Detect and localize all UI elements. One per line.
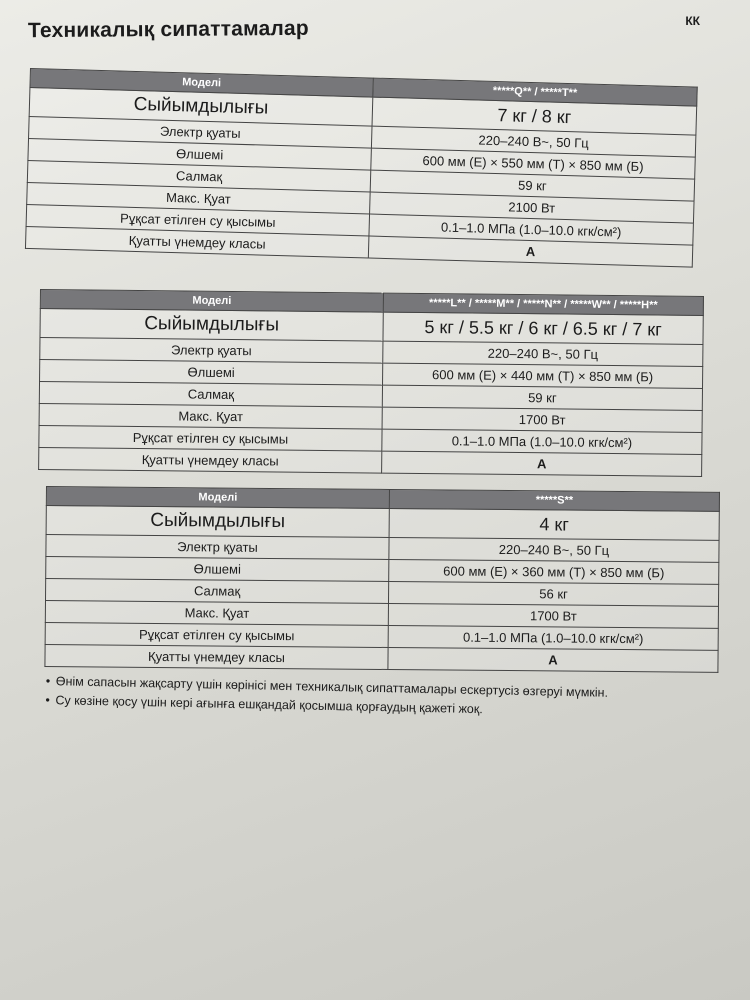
energy-class-label: Қуатты үнемдеу класы	[45, 644, 388, 669]
power-supply-label: Электр қуаты	[46, 535, 389, 560]
bullet-icon: •	[45, 692, 50, 708]
language-code: КК	[685, 14, 700, 28]
capacity-label: Сыйымдылығы	[40, 309, 383, 342]
power-supply-value: 220–240 В~, 50 Гц	[371, 126, 695, 157]
model-value: *****S**	[389, 489, 719, 511]
power-supply-label: Электр қуаты	[40, 338, 383, 364]
spec-table-3	[44, 486, 720, 673]
energy-class-value: A	[382, 451, 702, 476]
weight-value: 59 кг	[382, 385, 702, 410]
dimensions-value: 600 мм (Е) × 550 мм (Т) × 850 мм (Б)	[371, 148, 695, 179]
model-value: *****Q** / *****T**	[373, 78, 697, 106]
water-pressure-label: Рұқсат етілген су қысымы	[45, 622, 388, 647]
model-label: Моделі	[40, 290, 383, 313]
capacity-label: Сыйымдылығы	[29, 88, 373, 127]
energy-class-label: Қуатты үнемдеу класы	[39, 447, 382, 473]
energy-class-label: Қуатты үнемдеу класы	[25, 226, 368, 258]
model-label: Моделі	[30, 69, 373, 98]
footnote-text: Су көзіне қосу үшін кері ағынға ешқандай қосымша қорғаудың қажеті жоқ.	[55, 693, 483, 717]
max-power-value: 2100 Вт	[370, 192, 694, 223]
bullet-icon: •	[45, 673, 51, 689]
weight-value: 56 кг	[388, 581, 718, 606]
water-pressure-value: 0.1–1.0 МПа (1.0–10.0 кгк/см²)	[382, 429, 702, 454]
footnotes	[45, 672, 726, 724]
max-power-label: Макс. Қуат	[39, 403, 382, 429]
water-pressure-value: 0.1–1.0 МПа (1.0–10.0 кгк/см²)	[369, 214, 693, 245]
page-title: Техникалық сипаттамалар	[27, 16, 309, 43]
dimensions-value: 600 мм (Е) × 360 мм (Т) × 850 мм (Б)	[389, 559, 719, 584]
dimensions-value: 600 мм (Е) × 440 мм (Т) × 850 мм (Б)	[383, 363, 703, 388]
water-pressure-label: Рұқсат етілген су қысымы	[26, 204, 369, 236]
weight-value: 59 кг	[370, 170, 694, 201]
footnote-text: Өнім сапасын жақсарту үшін көрінісі мен техникалық сипаттамалары ескертусіз өзгеруі мүмкін.	[55, 674, 609, 700]
energy-class-value: A	[368, 236, 692, 267]
dimensions-label: Өлшемі	[28, 138, 371, 170]
model-value: *****L** / *****M** / *****N** / *****W** / *****H**	[383, 293, 703, 315]
dimensions-label: Өлшемі	[40, 360, 383, 386]
spec-table-2	[38, 289, 704, 477]
weight-label: Салмақ	[27, 160, 370, 192]
capacity-value: 5 кг / 5.5 кг / 6 кг / 6.5 кг / 7 кг	[383, 312, 703, 344]
dimensions-label: Өлшемі	[46, 557, 389, 582]
power-supply-value: 220–240 В~, 50 Гц	[389, 537, 719, 562]
model-label: Моделі	[46, 487, 389, 509]
water-pressure-value: 0.1–1.0 МПа (1.0–10.0 кгк/см²)	[388, 625, 718, 650]
max-power-label: Макс. Қуат	[27, 182, 370, 214]
max-power-label: Макс. Қуат	[45, 601, 388, 626]
capacity-label: Сыйымдылығы	[46, 506, 389, 538]
spec-page	[8, 0, 750, 1000]
spec-table-1	[25, 68, 698, 268]
max-power-value: 1700 Вт	[388, 603, 718, 628]
weight-label: Салмақ	[39, 382, 382, 408]
power-supply-value: 220–240 В~, 50 Гц	[383, 341, 703, 366]
weight-label: Салмақ	[46, 579, 389, 604]
max-power-value: 1700 Вт	[382, 407, 702, 432]
capacity-value: 7 кг / 8 кг	[372, 97, 697, 135]
water-pressure-label: Рұқсат етілген су қысымы	[39, 425, 382, 451]
power-supply-label: Электр қуаты	[29, 116, 372, 148]
capacity-value: 4 кг	[389, 508, 719, 540]
energy-class-value: A	[388, 647, 718, 672]
